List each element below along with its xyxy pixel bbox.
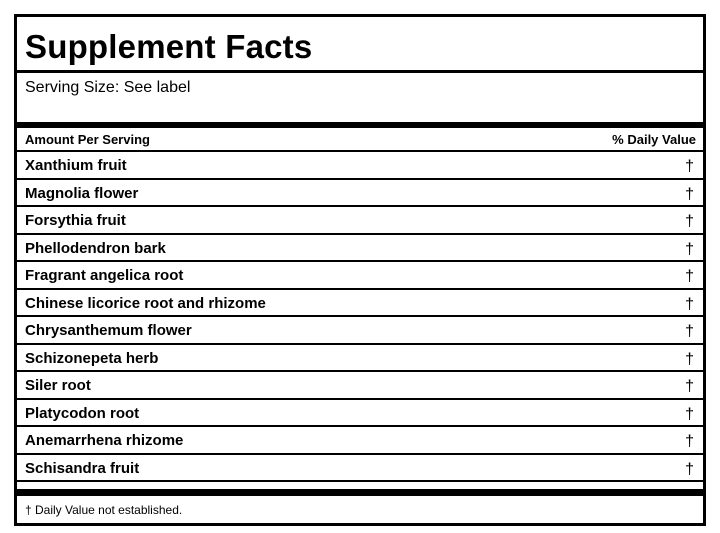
daily-value-dagger: †: [685, 350, 694, 368]
ingredient-name: Platycodon root: [25, 404, 140, 422]
ingredient-name: Chrysanthemum flower: [25, 322, 192, 339]
ingredient-row: [17, 427, 703, 455]
supplement-facts-panel: [14, 14, 706, 526]
ingredient-row: [17, 262, 703, 290]
ingredient-row: [17, 455, 703, 483]
bottom-thick-divider: [17, 489, 703, 496]
ingredient-row: [17, 372, 703, 400]
ingredient-name: Chinese licorice root and rhizome: [25, 294, 266, 312]
daily-value-dagger: †: [685, 213, 694, 230]
ingredient-row: [17, 290, 703, 318]
ingredient-name: Anemarrhena rhizome: [25, 432, 184, 449]
ingredient-row: [17, 345, 703, 373]
daily-value-dagger: †: [685, 240, 694, 258]
title-divider: [17, 70, 703, 73]
ingredient-name: Siler root: [25, 377, 91, 394]
daily-value-dagger: †: [685, 460, 694, 478]
daily-value-dagger: †: [685, 295, 694, 313]
daily-value-header: % Daily Value: [612, 132, 696, 147]
ingredient-name: Fragrant angelica root: [25, 267, 184, 284]
ingredient-row: [17, 207, 703, 235]
ingredient-list: [17, 152, 703, 482]
daily-value-dagger: †: [685, 378, 694, 395]
ingredient-row: [17, 317, 703, 345]
daily-value-dagger: †: [685, 268, 694, 285]
ingredient-row: [17, 180, 703, 208]
ingredient-name: Magnolia flower: [25, 184, 139, 202]
ingredient-name: Forsythia fruit: [25, 212, 126, 229]
daily-value-dagger: †: [685, 433, 694, 450]
daily-value-dagger: †: [685, 185, 694, 203]
ingredient-row: [17, 400, 703, 428]
serving-size: Serving Size: See label: [25, 79, 191, 96]
panel-title: Supplement Facts: [25, 28, 313, 65]
daily-value-dagger: †: [685, 158, 694, 175]
daily-value-dagger: †: [685, 405, 694, 423]
ingredient-name: Schisandra fruit: [25, 459, 140, 477]
ingredient-row: [17, 152, 703, 180]
footnote: † Daily Value not established.: [25, 503, 183, 517]
column-header-row: [17, 128, 703, 150]
ingredient-name: Xanthium fruit: [25, 157, 127, 174]
ingredient-name: Schizonepeta herb: [25, 349, 159, 367]
ingredient-row: [17, 235, 703, 263]
daily-value-dagger: †: [685, 323, 694, 340]
ingredient-name: Phellodendron bark: [25, 239, 166, 257]
amount-per-serving-header: Amount Per Serving: [25, 132, 150, 147]
